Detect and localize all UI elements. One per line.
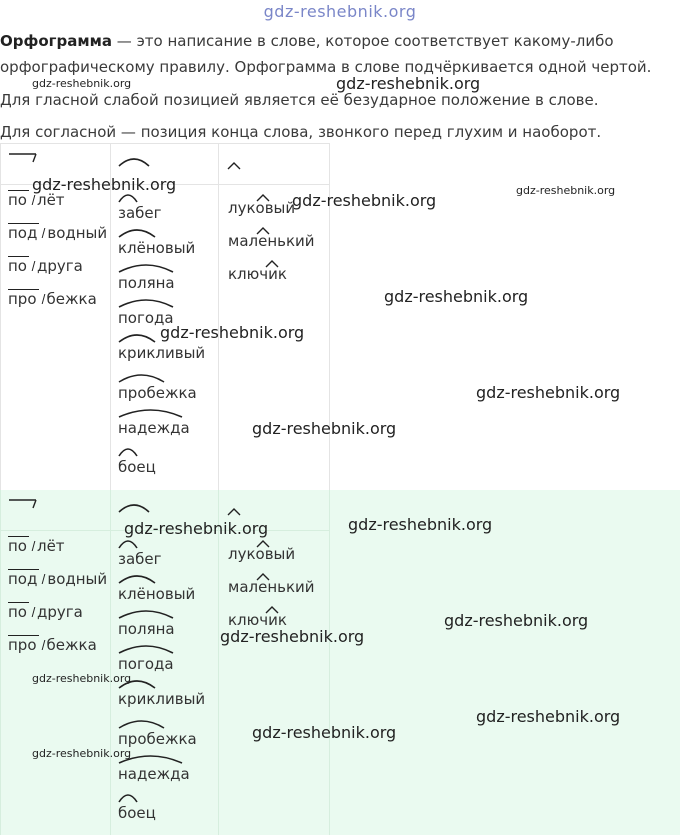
watermark: gdz-reshebnik.org (32, 175, 177, 194)
root-word: забег (118, 550, 162, 568)
prefix-word: по друга (8, 257, 83, 275)
suffix-word: ключик (228, 611, 287, 629)
prefix-word: под водный (8, 224, 108, 242)
root-word: надежда (118, 419, 190, 437)
suffix-word: ключик (228, 265, 287, 283)
intro-term: Орфограмма (0, 32, 113, 50)
watermark: gdz-reshebnik.org (444, 611, 589, 630)
watermark: gdz-reshebnik.org (476, 383, 621, 402)
suffix-column (219, 490, 330, 835)
root-word: клёновый (118, 239, 196, 257)
suffix-symbol-icon (226, 158, 242, 176)
intro-definition (0, 28, 675, 80)
prefix-word: под водный (8, 570, 108, 588)
root-symbol-icon (116, 500, 152, 518)
watermark: gdz-reshebnik.org (32, 77, 132, 90)
root-word: поляна (118, 620, 175, 638)
prefix-word: по лёт (8, 537, 65, 555)
watermark: gdz-reshebnik.org (124, 519, 269, 538)
morpheme-table-2 (0, 490, 680, 835)
watermark: gdz-reshebnik.org (252, 723, 397, 742)
morpheme-table-1 (0, 143, 330, 491)
prefix-symbol-icon (6, 496, 40, 514)
prefix-word: про бежка (8, 290, 97, 308)
watermark: gdz-reshebnik.org (32, 672, 132, 685)
watermark: gdz-reshebnik.org (160, 323, 305, 342)
suffix-word: маленький (228, 232, 315, 250)
root-word: погода (118, 309, 174, 327)
root-word: клёновый (118, 585, 196, 603)
watermark: gdz-reshebnik.org (336, 74, 481, 93)
watermark: gdz-reshebnik.org (476, 707, 621, 726)
root-word: боец (118, 458, 156, 476)
intro-consonant: Для согласной — позиция конца слова, звонкого перед глухим и наоборот. (0, 123, 602, 141)
prefix-symbol-icon (6, 150, 40, 168)
suffix-word: маленький (228, 578, 315, 596)
intro-definition-text: — это написание в слове, которое соответствует какому-либо орфографическому правилу. Орфограмма в слове подчёркивается одной чертой. (0, 32, 652, 76)
root-word: надежда (118, 765, 190, 783)
prefix-word: по лёт (8, 191, 65, 209)
watermark: gdz-reshebnik.org (32, 747, 132, 760)
watermark: gdz-reshebnik.org (220, 627, 365, 646)
root-word: поляна (118, 274, 175, 292)
watermark: gdz-reshebnik.org (252, 419, 397, 438)
root-word: боец (118, 804, 156, 822)
root-symbol-icon (116, 154, 152, 172)
root-word: крикливый (118, 690, 206, 708)
watermark: gdz-reshebnik.org (292, 191, 437, 210)
root-word: забег (118, 204, 162, 222)
site-header: gdz-reshebnik.org (263, 2, 417, 21)
root-word: пробежка (118, 730, 197, 748)
suffix-word: луковый (228, 545, 296, 563)
root-word: погода (118, 655, 174, 673)
root-word: крикливый (118, 344, 206, 362)
watermark: gdz-reshebnik.org (384, 287, 529, 306)
watermark: gdz-reshebnik.org (348, 515, 493, 534)
suffix-word: луковый (228, 199, 296, 217)
watermark: gdz-reshebnik.org (516, 184, 616, 197)
prefix-word: про бежка (8, 636, 97, 654)
intro-vowel: Для гласной слабой позицией является её безударное положение в слове. (0, 91, 599, 109)
prefix-word: по друга (8, 603, 83, 621)
root-word: пробежка (118, 384, 197, 402)
